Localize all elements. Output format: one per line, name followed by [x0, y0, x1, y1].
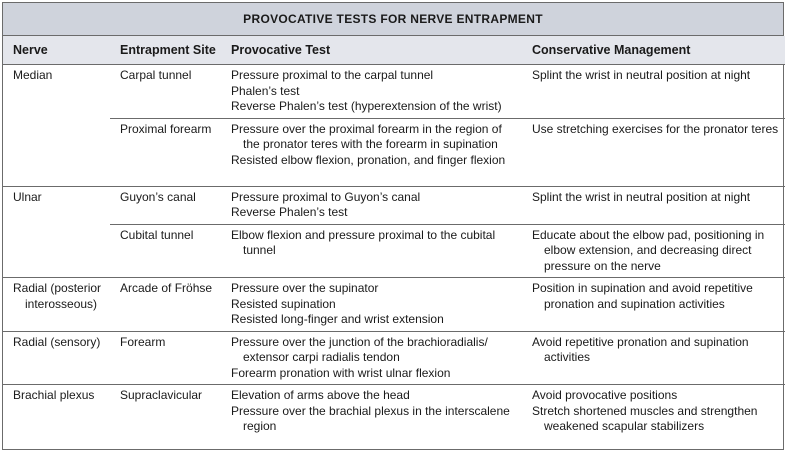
site-cell: Forearm: [110, 331, 221, 385]
header-conservative-management: Conservative Management: [522, 36, 785, 65]
table-row: [3, 331, 785, 385]
site-cell: Proximal forearm: [110, 118, 221, 186]
management-cell: Avoid provocative positions Stretch shortened muscles and strengthen weakened scapular stabilizers: [522, 385, 785, 445]
nerve-cell: [3, 224, 110, 278]
site-cell: Supraclavicular: [110, 385, 221, 445]
table-row: [3, 385, 785, 445]
site-cell: Carpal tunnel: [110, 65, 221, 119]
table-title: PROVOCATIVE TESTS FOR NERVE ENTRAPMENT: [3, 3, 783, 36]
management-cell: Splint the wrist in neutral position at night: [522, 186, 785, 224]
test-cell: Pressure over the junction of the brachioradialis/ extensor carpi radialis tendon Forearm pronation with wrist ulnar flexion: [221, 331, 522, 385]
management-cell: Avoid repetitive pronation and supination activities: [522, 331, 785, 385]
management-cell: Use stretching exercises for the pronator teres: [522, 118, 785, 186]
table-row: [3, 224, 785, 278]
management-cell: Position in supination and avoid repetitive pronation and supination activities: [522, 278, 785, 332]
table-row: [3, 118, 785, 186]
test-cell: Pressure proximal to the carpal tunnel Phalen’s test Reverse Phalen’s test (hyperextension of the wrist): [221, 65, 522, 119]
test-cell: Pressure over the proximal forearm in the region of the pronator teres with the forearm in supination Resisted elbow flexion, pronation, and finger flexion: [221, 118, 522, 186]
header-row: [3, 36, 785, 65]
test-cell: Pressure over the supinator Resisted supination Resisted long-finger and wrist extension: [221, 278, 522, 332]
test-cell: Pressure proximal to Guyon’s canal Reverse Phalen’s test: [221, 186, 522, 224]
site-cell: Guyon’s canal: [110, 186, 221, 224]
table-row: [3, 186, 785, 224]
test-cell: Elevation of arms above the head Pressure over the brachial plexus in the interscalene region: [221, 385, 522, 445]
site-cell: Cubital tunnel: [110, 224, 221, 278]
header-nerve: Nerve: [3, 36, 110, 65]
nerve-cell: [3, 118, 110, 186]
entrapment-table: [3, 36, 785, 445]
nerve-cell: Median: [3, 65, 110, 119]
test-cell: Elbow flexion and pressure proximal to the cubital tunnel: [221, 224, 522, 278]
nerve-cell: Ulnar: [3, 186, 110, 224]
header-provocative-test: Provocative Test: [221, 36, 522, 65]
nerve-entrapment-table-frame: [2, 2, 784, 450]
header-entrapment-site: Entrapment Site: [110, 36, 221, 65]
nerve-cell: Radial (sensory): [3, 331, 110, 385]
nerve-cell: Radial (posterior interosseous): [3, 278, 110, 332]
management-cell: Splint the wrist in neutral position at night: [522, 65, 785, 119]
site-cell: Arcade of Fröhse: [110, 278, 221, 332]
nerve-cell: Brachial plexus: [3, 385, 110, 445]
table-row: [3, 278, 785, 332]
table-row: [3, 65, 785, 119]
management-cell: Educate about the elbow pad, positioning in elbow extension, and decreasing direct pressure on the nerve: [522, 224, 785, 278]
